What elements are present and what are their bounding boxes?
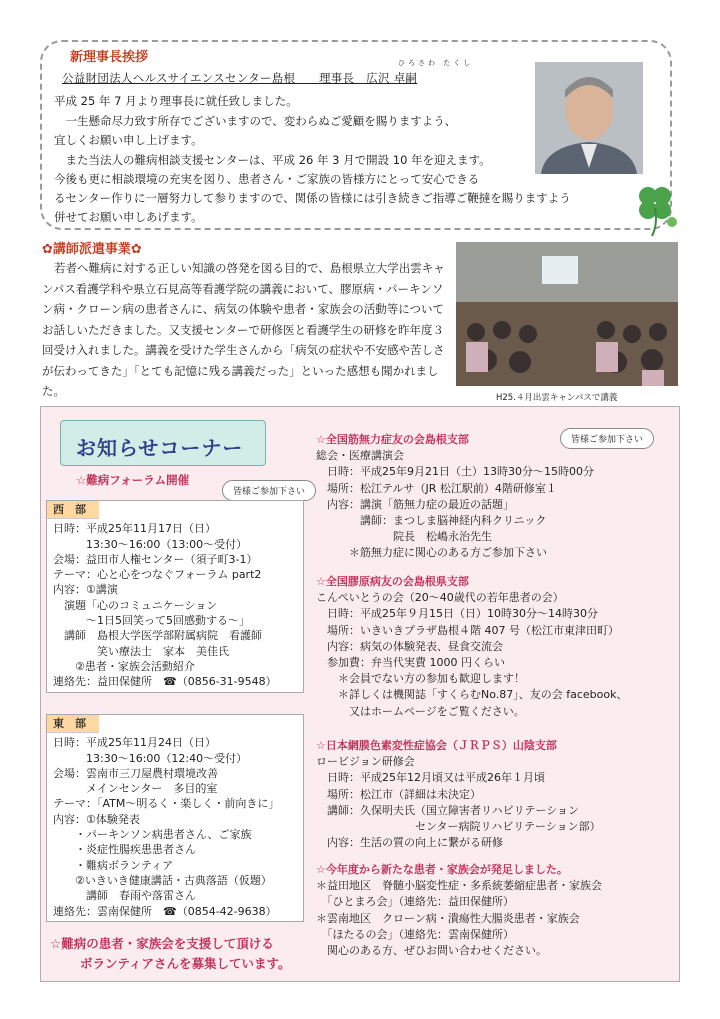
collagen-line: 日時：平成25年９月15日（日）10時30分～14時30分 <box>316 607 598 621</box>
mg-line: ＊筋無力症に関心のある方ご参加下さい <box>316 546 547 560</box>
lecture-photo <box>456 242 678 386</box>
clover-icon <box>628 178 682 238</box>
west-line: ～1日5回笑って5回感動する～」 <box>53 614 250 628</box>
president-photo <box>535 62 643 174</box>
greeting-line: 平成 25 年 7 月より理事長に就任致しました。 <box>54 94 298 108</box>
east-panel <box>46 714 304 922</box>
west-line: 笑い療法士 家本 美佳氏 <box>53 644 229 658</box>
east-line: 連絡先：雲南保健所 ☎（0854-42-9638） <box>53 904 277 918</box>
west-line: 会場：益田市人権センター（須子町3-1） <box>53 552 258 566</box>
collagen-line: ＊詳しくは機関誌「すくらむNo.87」、友の会 facebook、 <box>316 688 628 702</box>
east-line: 日時：平成25年11月24日（日） <box>53 736 216 750</box>
photo-caption: H25.４月出雲キャンパスで講義 <box>496 393 618 403</box>
jrps-line: 内容：生活の質の向上に繋がる研修 <box>316 836 503 850</box>
lecture-title: ✿講師派遣事業✿ <box>42 242 142 257</box>
collagen-line: 場所：いきいきプラザ島根４階 407 号（松江市東津田町） <box>316 623 619 637</box>
newgroup-line: ＊雲南地区 クローン病・潰瘍性大腸炎患者・家族会 <box>316 911 580 925</box>
mg-line: 内容：講演「筋無力症の最近の話題」 <box>316 497 514 511</box>
notice-title: お知らせコーナー <box>76 436 244 460</box>
jrps-line: センター病院リハビリテーション部） <box>316 820 601 834</box>
greeting-line: 一生懸命尽力致す所存でございますので、変わらぬご愛顧を賜りますよう、 <box>54 113 457 128</box>
newgroup-section <box>316 862 676 959</box>
mg-heading: ☆全国筋無力症友の会島根支部 <box>316 433 469 446</box>
east-line: ・パーキンソン病患者さん、ご家族 <box>53 828 252 842</box>
west-line: 演題「心のコミュニケーション <box>53 598 218 612</box>
greeting-line: るセンター作りに一層努力して参りますので、関係の皆様には引き続きご指導ご鞭撻を賜りますよう <box>54 191 571 205</box>
east-line: ・難病ボランティア <box>53 858 174 872</box>
mg-line: 講師：まつしま脳神経内科クリニック <box>316 514 547 528</box>
mg-line: 場所：松江テルサ（JR 松江駅前）4階研修室１ <box>316 481 557 495</box>
jrps-line: 場所：松江市（詳細は未決定） <box>316 787 481 801</box>
lecture-body <box>42 258 452 402</box>
east-line: 会場：雲南市三刀屋農村環境改善 <box>53 766 218 780</box>
collagen-heading: ☆全国膠原病友の会島根県支部 <box>316 575 469 588</box>
mg-line: 日時：平成25年9月21日（土）13時30分～15時00分 <box>316 465 594 479</box>
east-line: メインセンター 多目的室 <box>53 782 218 796</box>
forum-heading: ☆難病フォーラム開催 <box>76 473 190 487</box>
greeting-body <box>54 92 524 170</box>
cloud-note-left: 皆様ご参加下さい <box>222 480 316 501</box>
east-line: テーマ：「ATM～明るく・楽しく・前向きに」 <box>53 797 280 811</box>
newgroup-line: 関心のある方、ぜひお問い合わせください。 <box>316 944 547 958</box>
east-label: 東 部 <box>47 715 99 733</box>
jrps-line: ロービジョン研修会 <box>316 755 415 769</box>
greeting-line: 今後も更に相談環境の充実を図り、患者さん・ご家族の皆様方にとって安心できる <box>54 172 480 186</box>
east-line: ・炎症性腸疾患患者さん <box>53 843 196 857</box>
greeting-line: 併せてお願い申しあげます。 <box>54 210 203 224</box>
east-line: 内容：①体験発表 <box>53 812 140 826</box>
west-panel <box>46 500 304 693</box>
collagen-line: こんぺいとうの会（20～40歳代の若年患者の会） <box>316 591 564 605</box>
collagen-line: ＊会員でない方の参加も歓迎します！ <box>316 672 525 686</box>
east-line: ②いきいき健康講話・古典落語（仮題） <box>53 873 272 887</box>
jrps-line: 講師：久保明夫氏（国立障害者リハビリテーション <box>316 803 580 817</box>
greeting-org: 公益財団法人ヘルスサイエンスセンター島根 理事長 広沢 卓嗣 <box>62 71 418 85</box>
volunteer-line-2: ボランティアさんを募集しています。 <box>80 956 291 971</box>
newgroup-line: 「ひとまろ会」（連絡先：益田保健所） <box>316 895 514 909</box>
greeting-line: また当法人の難病相談支援センターは、平成 26 年 3 月で開設 10 年を迎えます。 <box>54 152 491 167</box>
newgroup-line: ＊益田地区 脊髄小脳変性症・多系統萎縮症患者・家族会 <box>316 879 602 893</box>
collagen-line: 又はホームページをご覧ください。 <box>316 704 525 718</box>
west-line: ②患者・家族会活動紹介 <box>53 659 195 673</box>
greeting-title: 新理事長挨拶 <box>70 50 149 65</box>
volunteer-line-1: ☆難病の患者・家族会を支援して頂ける <box>50 936 274 951</box>
greeting-tail <box>54 170 644 227</box>
cloud-note-right: 皆様ご参加下さい <box>560 428 654 449</box>
collagen-line: 参加費：弁当代実費 1000 円くらい <box>316 656 505 670</box>
newgroup-line: 「ほたるの会」（連絡先：雲南保健所） <box>316 927 514 941</box>
greeting-line: 宜しくお願い申し上げます。 <box>54 133 203 147</box>
collagen-line: 内容：病気の体験発表、昼食交流会 <box>316 639 503 653</box>
west-line: 連絡先：益田保健所 ☎（0856-31-9548） <box>53 675 277 689</box>
furigana: ひろさわ たくし <box>398 59 474 67</box>
west-label: 西 部 <box>47 501 99 519</box>
collagen-section <box>316 574 676 720</box>
mg-line: 総会・医療講演会 <box>316 449 404 463</box>
jrps-line: 日時：平成25年12月頃又は平成26年１月頃 <box>316 771 545 785</box>
mg-line: 院長 松嶋永治先生 <box>316 530 492 544</box>
lecture-paragraph: 若者へ難病に対する正しい知識の啓発を図る目的で、島根県立大学出雲キャンパス看護学科や県立石見高等看護学院の講義において、膠原病・パーキンソン病・クローン病の患者さんに、病気の体験や患者・家族会の活動等についてお話しいただきました。又支援センターで研修医と看護学生の研修を昨年度３回受け入れました。講義を受けた学生さんから「病気の症状や不安感や苦しさが伝わってきた」「とても記憶に残る講義だった」といった感想も聞かれました。 <box>42 261 445 398</box>
jrps-heading: ☆日本網膜色素変性症協会（ＪＲＰＳ）山陰支部 <box>316 739 557 752</box>
newgroup-heading: ☆今年度から新たな患者・家族会が発足しました。 <box>316 863 568 876</box>
west-line: 日時：平成25年11月17日（日） <box>53 522 216 536</box>
west-line: 講師 島根大学医学部附属病院 看護師 <box>53 629 262 643</box>
jrps-section <box>316 738 676 851</box>
mg-section <box>316 432 676 562</box>
west-line: 13:30～16:00（13:00～受付） <box>53 537 248 551</box>
west-line: テーマ：心と心をつなぐフォーラム part2 <box>53 568 262 582</box>
east-line: 13:30～16:00（12:40～受付） <box>53 751 248 765</box>
west-line: 内容：①講演 <box>53 583 118 597</box>
east-line: 講師 春雨や落雷さん <box>53 889 196 903</box>
